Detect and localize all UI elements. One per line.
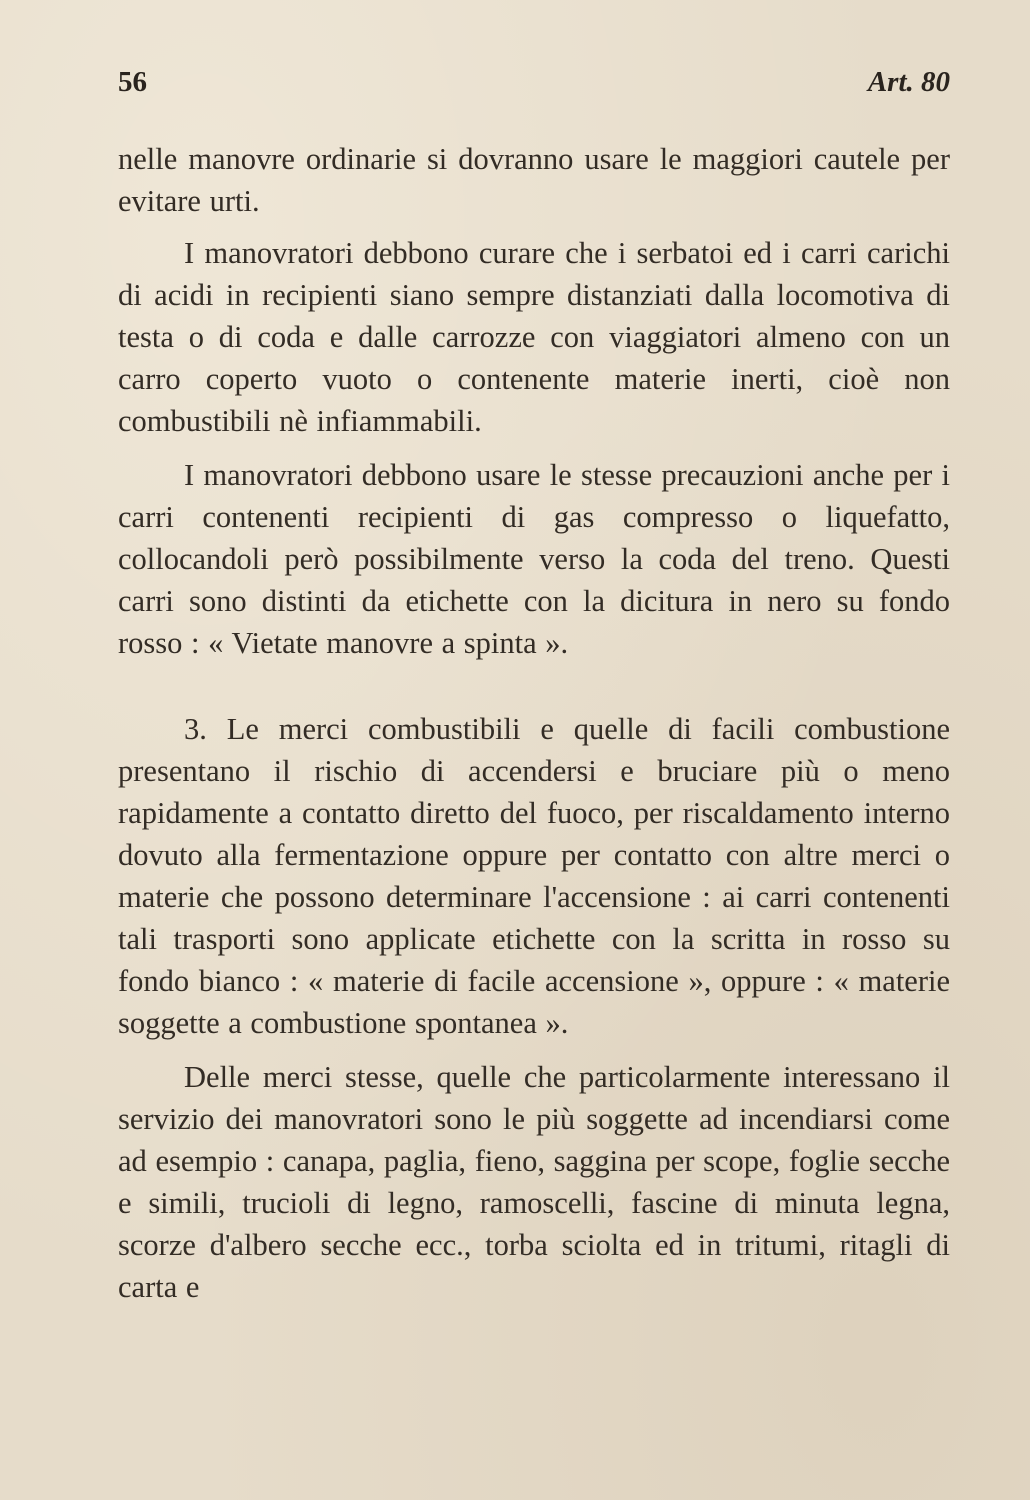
paragraph-combustible-goods: 3. Le merci combustibili e quelle di facili combustione presentano il rischio di accendersi e bruciare più o meno rapidamente a contatto diretto del fuoco, per riscaldamento interno dovuto alla fermentazione oppure per contatto con altre merci o materie che possono determinare l'accensione : ai carri contenenti tali trasporti sono applicate etichette con la scritta in rosso su fondo bianco : « materie di facile accensione », oppure : « materie soggette a combustione spontanea ».	[118, 712, 950, 1040]
paragraph-continuation: nelle manovre ordinarie si dovranno usare le maggiori cautele per evitare urti.	[118, 142, 950, 218]
paragraph-acid-wagons: I manovratori debbono curare che i serbatoi ed i carri carichi di acidi in recipienti siano sempre distanziati dalla locomotiva di testa o di coda e dalle carrozze con viaggiatori almeno con un carro coperto vuoto o contenente materie inerti, cioè non combustibili nè infiammabili.	[118, 236, 950, 438]
body-text	[118, 138, 950, 1308]
paragraph-flammable-examples: Delle merci stesse, quelle che particolarmente interessano il servizio dei manovratori sono le più soggette ad incendiarsi come ad esempio : canapa, paglia, fieno, saggina per scope, foglie secche e simili, trucioli di legno, ramoscelli, fascine di minuta legna, scorze d'albero secche ecc., torba sciolta ed in tritumi, ritagli di carta e	[118, 1060, 950, 1304]
page-number: 56	[118, 66, 147, 98]
paragraph-gas-wagons: I manovratori debbono usare le stesse precauzioni anche per i carri contenenti recipienti di gas compresso o liquefatto, collocandoli però possibilmente verso la coda del treno. Questi carri sono distinti da etichette con la dicitura in nero su fondo rosso : « Vietate manovre a spinta ».	[118, 458, 950, 660]
page-header	[118, 66, 950, 106]
running-head: Art. 80	[867, 66, 950, 98]
